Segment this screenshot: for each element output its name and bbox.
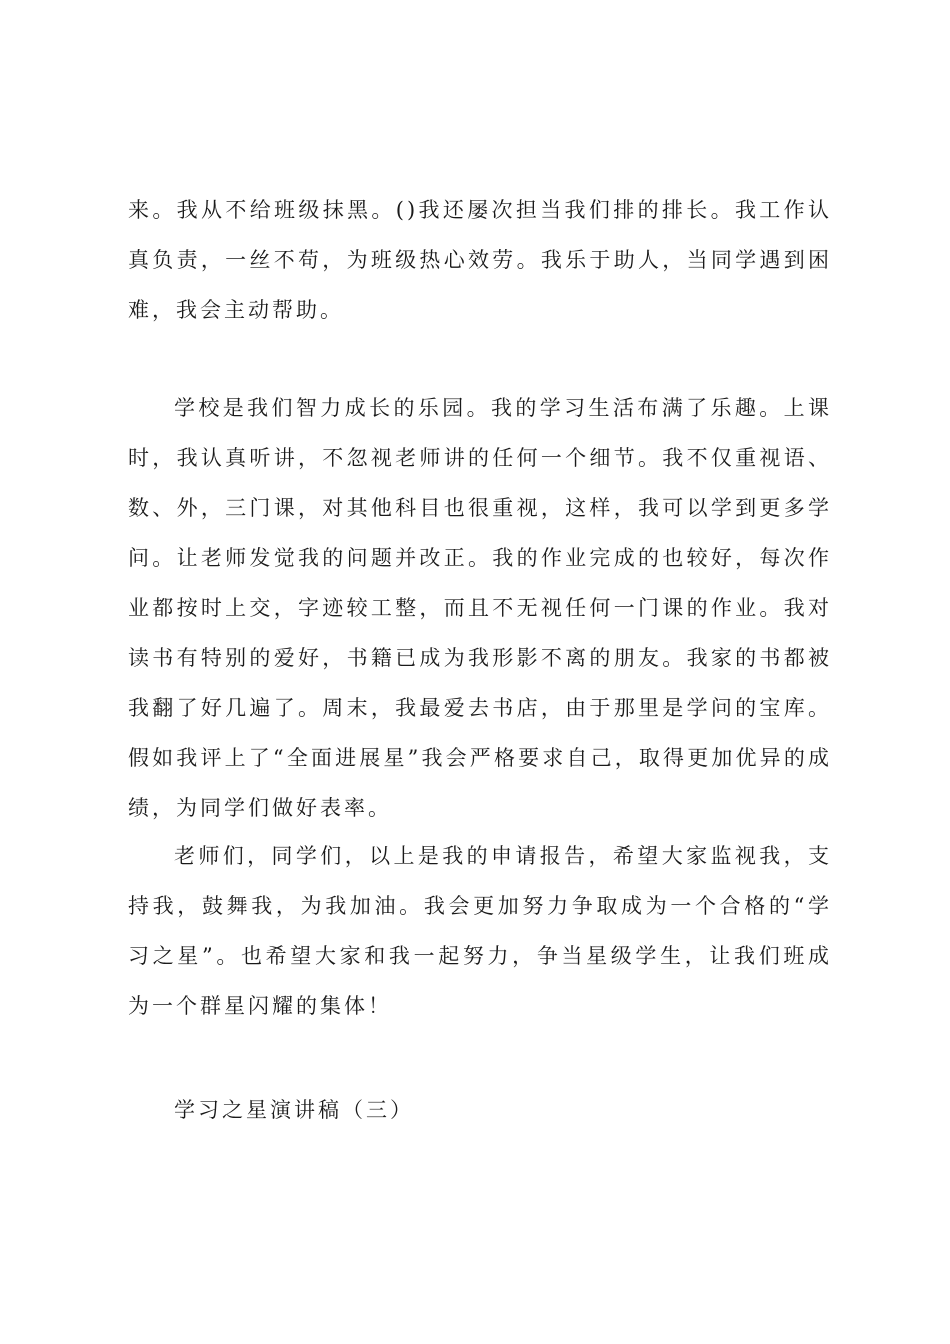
paragraph-study-life: 学校是我们智力成长的乐园。我的学习生活布满了乐趣。上课时，我认真听讲，不忽视老师讲的任何一个细节。我不仅重视语、数、外，三门课，对其他科目也很重视，这样，我可以学到更多学问。让老师发觉我的问题并改正。我的作业完成的也较好，每次作业都按时上交，字迹较工整，而且不无视任何一门课的作业。我对读书有特别的爱好，书籍已成为我形影不离的朋友。我家的书都被我翻了好几遍了。周末，我最爱去书店，由于那里是学问的宝库。假如我评上了“全面进展星”我会严格要求自己，取得更加优异的成绩，为同学们做好表率。 [128, 396, 832, 820]
section-heading: 学习之星演讲稿（三） [174, 1098, 414, 1122]
paragraph-continuation: 来。我从不给班级抹黑。()我还屡次担当我们排的排长。我工作认真负责，一丝不苟，为班级热心效劳。我乐于助人，当同学遇到困难，我会主动帮助。 [128, 198, 832, 322]
paragraph-closing: 老师们，同学们，以上是我的申请报告，希望大家监视我，支持我，鼓舞我，为我加油。我会更加努力争取成为一个合格的“学习之星”。也希望大家和我一起努力，争当星级学生，让我们班成为一个群星闪耀的集体！ [128, 844, 832, 1018]
